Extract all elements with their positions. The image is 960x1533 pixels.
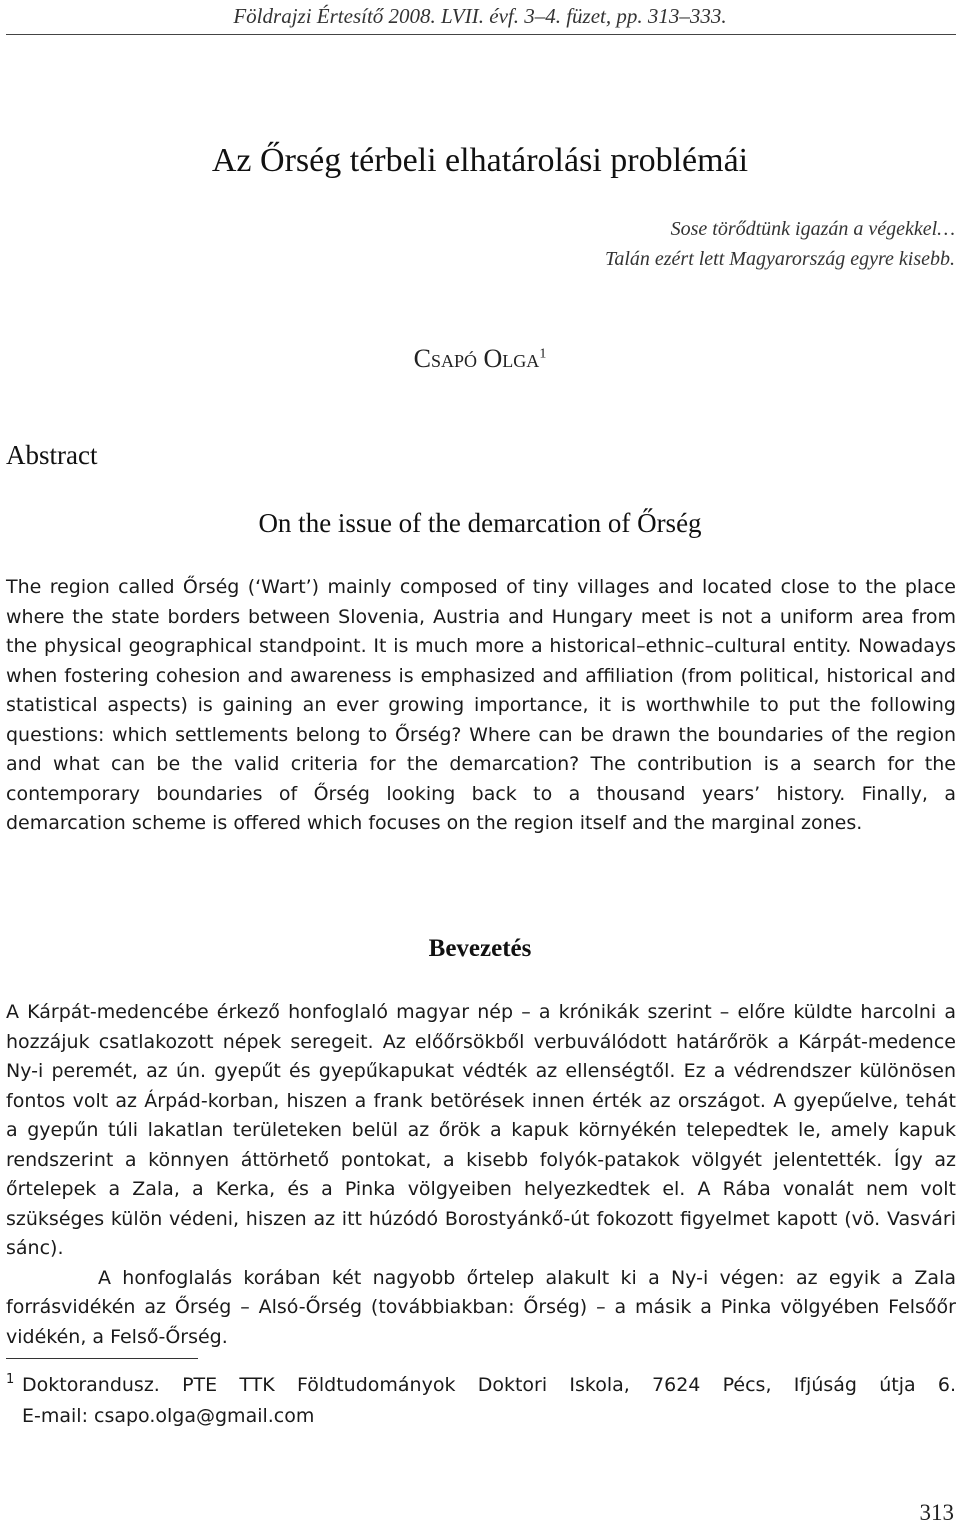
author-name: [0, 344, 960, 374]
english-title: On the issue of the demarcation of Őrség: [258, 508, 702, 538]
author-footnote-mark: 1: [539, 346, 547, 362]
footnote: [6, 1370, 956, 1432]
page-number: 313: [919, 1500, 954, 1525]
abstract-body: The region called Őrség (‘Wart’) mainly composed of tiny villages and located close to the place where the state borders between Slovenia, Austria and Hungary meet is not a uniform area from the physical geographical standpoint. It is much more a historical–ethnic–cultural entity. Nowadays when fostering cohesion and awareness is emphasized and affiliation (from political, historical and statistical aspects) is gaining an ever growing importance, it is worthwhile to put the following questions: which settlements belong to Őrség? Where can be drawn the boundaries of the region and what can be the valid criteria for the demarcation? The contribution is a search for the contemporary boundaries of Őrség looking back to a thousand years’ history. Finally, a demarcation scheme is offered which focuses on the region itself and the marginal zones.: [6, 576, 956, 834]
section-heading: Bevezetés: [428, 935, 532, 962]
author-name-text: Csapó Olga: [413, 344, 540, 373]
header-rule: [6, 34, 956, 35]
footnote-rule: [6, 1358, 198, 1359]
footnote-line: [6, 1370, 956, 1401]
epigraph-line: Talán ezért lett Magyarország egyre kisebb.: [605, 248, 955, 270]
footnote-email: E-mail: csapo.olga@gmail.com: [22, 1405, 315, 1427]
intro-paragraph: A Kárpát-medencébe érkező honfoglaló magyar nép – a krónikák szerint – előre küldte harcolni a hozzájuk csatlakozott népek seregeit. Az előőrsökből verbuválódott határőrök a Kárpát-medence Ny-i peremét, az ún. gyepűt és gyepűkapukat védték az ellenségtől. Ez a védrendszer különösen fontos volt az Árpád-korban, hiszen a frank betörések innen érték az országot. A gyepűelve, tehát a gyepűn túli lakatlan területeken belül az őrök a kapuk környékén telepedtek le, amely kapuk rendszerint a könnyen áttörhető pontokat, a kisebb folyók-patakok völgyét jelentették. Így az őrtelepek a Zala, a Kerka, és a Pinka völgyeiben helyezkedtek el. A Rába vonalát nem volt szükséges külön védeni, hiszen az itt húzódó Borostyánkő-út fokozott figyelmet kapott (vö. Vasvári sánc).: [6, 1001, 956, 1259]
footnote-number: 1: [6, 1372, 15, 1387]
intro-body: [6, 998, 956, 1352]
abstract-heading: Abstract: [6, 440, 98, 470]
epigraph-line: Sose törődtünk igazán a végekkel…: [670, 218, 955, 240]
footnote-affiliation: Doktorandusz. PTE TTK Földtudományok Doktori Iskola, 7624 Pécs, Ifjúság útja 6.: [22, 1374, 956, 1396]
running-head: Földrajzi Értesítő 2008. LVII. évf. 3–4. füzet, pp. 313–333.: [233, 4, 727, 28]
intro-paragraph: A honfoglalás korában két nagyobb őrtelep alakult ki a Ny-i végen: az egyik a Zala forrásvidékén az Őrség – Alsó-Őrség (továbbiakban: Őrség) – a másik a Pinka völgyében Felsőőr vidékén, a Felső-Őrség.: [6, 1266, 956, 1348]
article-title: Az Őrség térbeli elhatárolási problémái: [211, 142, 749, 179]
